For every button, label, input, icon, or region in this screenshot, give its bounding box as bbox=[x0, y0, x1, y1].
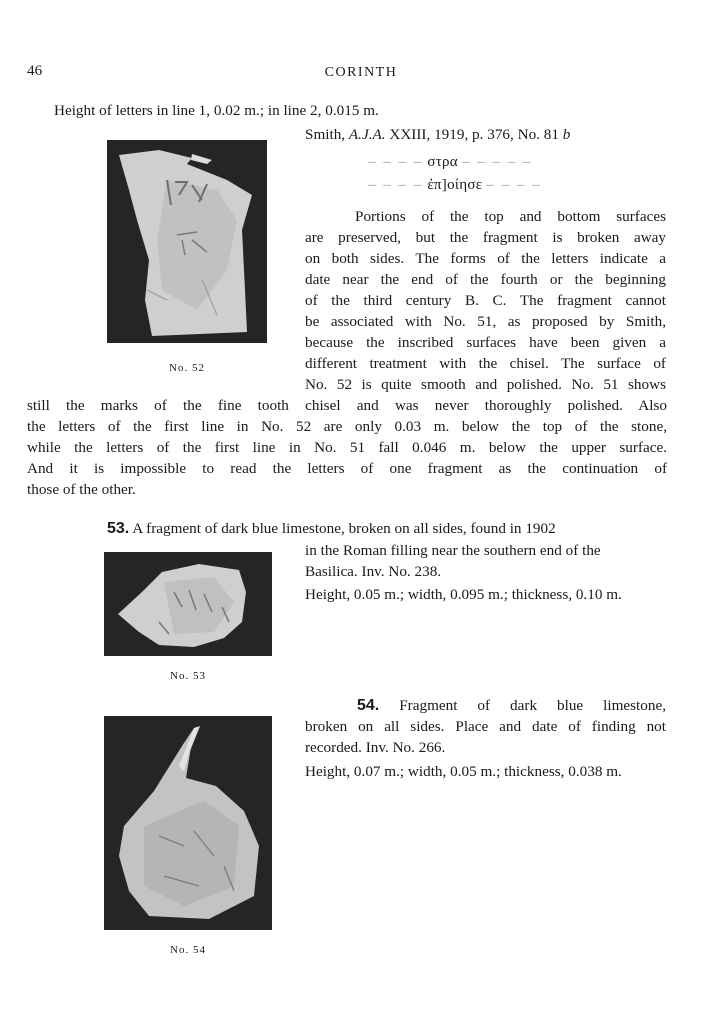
entry-53-text: A fragment of dark blue limestone, broken on all sides, found in 1902 bbox=[132, 520, 556, 537]
caption-53: No. 53 bbox=[170, 670, 206, 682]
entry-53-first-line bbox=[107, 518, 556, 539]
para-line: date near the end of the fourth or the beginning bbox=[305, 271, 666, 288]
entry-53-line: in the Roman filling near the southern end of the bbox=[305, 542, 601, 559]
para-line: while the letters of the first line in No. 51 fall 0.046 m. below the upper surface. bbox=[27, 439, 667, 456]
inscription-text-1: στρα bbox=[427, 154, 458, 170]
inscription-text-2: ἐπ]οίησε bbox=[427, 177, 483, 193]
fragment-53-photo bbox=[104, 552, 272, 656]
entry-53-measurements: Height, 0.05 m.; width, 0.095 m.; thickness, 0.10 m. bbox=[305, 586, 622, 603]
fragment-54-photo bbox=[104, 716, 272, 930]
inscription-line-1: – – – – στρα – – – – – bbox=[368, 154, 533, 170]
entry-53-number: 53. bbox=[107, 520, 130, 537]
fragment-54-image bbox=[104, 716, 272, 930]
ref-journal: A.J.A. bbox=[348, 126, 386, 143]
caption-52: No. 52 bbox=[169, 362, 205, 374]
para-line: on both sides. The forms of the letters indicate a bbox=[305, 250, 666, 267]
entry-54-measurements: Height, 0.07 m.; width, 0.05 m.; thickness, 0.038 m. bbox=[305, 763, 622, 780]
para-line: because the inscribed surfaces have been given a bbox=[305, 334, 666, 351]
entry-54-number: 54. bbox=[357, 697, 380, 714]
fragment-52-photo bbox=[107, 140, 267, 343]
para-line: of the third century B. C. The fragment cannot bbox=[305, 292, 666, 309]
caption-54: No. 54 bbox=[170, 944, 206, 956]
letter-height-line: Height of letters in line 1, 0.02 m.; in line 2, 0.015 m. bbox=[54, 102, 379, 119]
ref-rest: XXIII, 1919, p. 376, No. 81 bbox=[389, 126, 559, 143]
para-line: And it is impossible to read the letters of one fragment as the continuation of bbox=[27, 460, 667, 477]
entry-54-text: Fragment of dark blue limestone, bbox=[399, 697, 666, 714]
running-title: CORINTH bbox=[324, 65, 398, 80]
entry-54-line: recorded. Inv. No. 266. bbox=[305, 739, 446, 756]
inscription-line-2: – – – – ἐπ]οίησε – – – – bbox=[368, 177, 542, 193]
para-line: the letters of the first line in No. 52 are only 0.03 m. below the top of the stone, bbox=[27, 418, 667, 435]
para-line: No. 52 is quite smooth and polished. No. 51 shows bbox=[305, 376, 666, 393]
ref-author: Smith, bbox=[305, 126, 346, 143]
para-line: different treatment with the chisel. The surface of bbox=[305, 355, 666, 372]
fragment-53-image bbox=[104, 552, 272, 656]
page-number: 46 bbox=[27, 62, 43, 79]
ref-suffix: b bbox=[562, 126, 571, 143]
para-line: Portions of the top and bottom surfaces bbox=[355, 208, 666, 225]
entry-53-line: Basilica. Inv. No. 238. bbox=[305, 563, 442, 580]
reference-line bbox=[305, 124, 570, 145]
para-line: are preserved, but the fragment is broken away bbox=[305, 229, 666, 246]
para-last-line: those of the other. bbox=[27, 481, 136, 498]
para-line: be associated with No. 51, as proposed by Smith, bbox=[305, 313, 666, 330]
para-line: still the marks of the fine tooth chisel and was never thoroughly polished. Also bbox=[27, 397, 667, 414]
entry-54-line: broken on all sides. Place and date of finding not bbox=[305, 718, 666, 735]
entry-54-first-line bbox=[305, 695, 666, 716]
fragment-52-image bbox=[107, 140, 267, 343]
